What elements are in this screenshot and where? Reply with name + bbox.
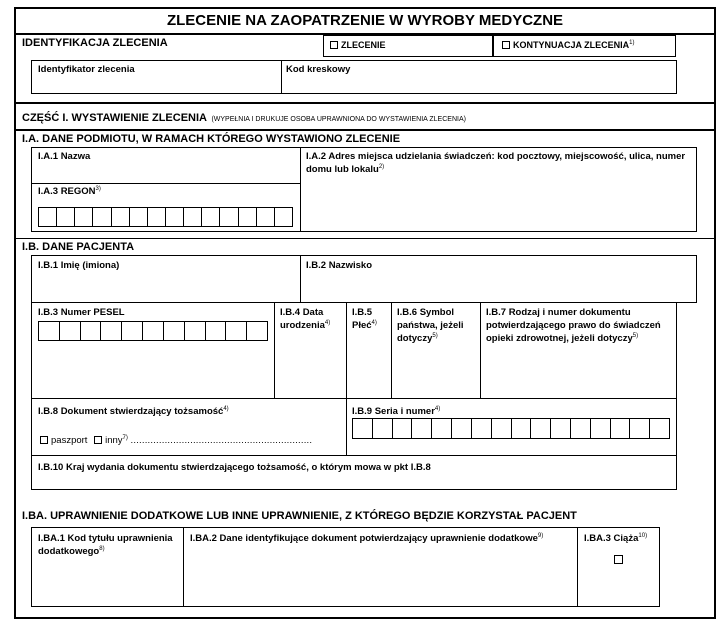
part1-heading-row — [22, 108, 466, 126]
passport-checkbox[interactable] — [40, 436, 48, 444]
continuation-footnote: 1) — [629, 40, 635, 46]
pregnancy-footnote: 10) — [638, 532, 648, 539]
identity-document-label-wrap — [38, 405, 229, 418]
order-option[interactable] — [330, 40, 386, 50]
pesel-cells[interactable] — [38, 321, 268, 341]
identity-document-footnote: 4) — [223, 405, 229, 412]
part1-bottom-line — [16, 129, 714, 131]
pregnancy-label-wrap — [584, 532, 647, 545]
pregnancy-checkbox[interactable] — [614, 555, 623, 564]
series-number-cells[interactable] — [352, 418, 670, 439]
order-id-label: Identyfikator zlecenia — [38, 64, 135, 75]
other-dotted-line[interactable]: ................................................................ — [130, 435, 313, 446]
order-checkbox[interactable] — [330, 41, 338, 49]
identity-document-options — [40, 435, 312, 446]
sex-footnote: 4) — [371, 319, 377, 326]
section-b-heading: I.B. DANE PACJENTA — [22, 241, 135, 253]
first-name-label: I.B.1 Imię (imiona) — [38, 260, 120, 271]
entitlement-code-label-wrap — [38, 532, 180, 558]
sex-label-wrap — [352, 306, 386, 332]
section-b-top-line — [16, 238, 714, 239]
series-number-label-wrap — [352, 405, 440, 418]
form-title: ZLECENIE NA ZAOPATRZENIE W WYROBY MEDYCZNE — [166, 12, 564, 29]
entity-address-footnote: 2) — [378, 163, 385, 170]
last-name-label: I.B.2 Nazwisko — [306, 260, 372, 271]
document-type-footnote: 5) — [632, 332, 639, 339]
other-checkbox[interactable] — [94, 436, 102, 444]
entity-address-label: I.A.2 Adres miejsca udzielania świadczeń: kod pocztowy, miejscowość, ulica, numer domu lub lokalu — [306, 151, 686, 175]
entitlement-data-footnote: 9) — [537, 532, 544, 539]
other-label: inny — [105, 435, 123, 446]
series-number-footnote: 4) — [434, 405, 441, 412]
part1-note: (WYPEŁNIA I DRUKUJE OSOBA UPRAWNIONA DO WYSTAWIENIA ZLECENIA) — [211, 116, 466, 123]
document-type-label-wrap — [486, 306, 676, 345]
series-number-label: I.B.9 Seria i numer — [352, 406, 435, 417]
birth-date-footnote: 4) — [324, 319, 331, 326]
passport-label: paszport — [51, 435, 88, 446]
part1-heading: CZĘŚĆ I. WYSTAWIENIE ZLECENIA — [22, 112, 207, 124]
document-type-label: I.B.7 Rodzaj i numer dokumentu potwierdzającego prawo do świadczeń opieki zdrowotnej, jeżeli dotyczy — [486, 307, 661, 344]
regon-footnote: 3) — [95, 185, 101, 192]
identity-document-label: I.B.8 Dokument stwierdzający tożsamość — [38, 406, 224, 417]
entity-address-label-wrap — [306, 150, 691, 176]
section-ba-heading: I.BA. UPRAWNIENIE DODATKOWE LUB INNE UPRAWNIENIE, Z KTÓREGO BĘDZIE KORZYSTAŁ PACJENT — [22, 510, 577, 522]
state-symbol-label: I.B.6 Symbol państwa, jeżeli dotyczy — [397, 307, 464, 344]
regon-label-wrap — [38, 185, 101, 198]
continuation-option[interactable] — [502, 40, 635, 50]
entitlement-data-label: I.BA.2 Dane identyfikujące dokument potwierdzający uprawnienie dodatkowe — [190, 533, 538, 544]
continuation-label: KONTYNUACJA ZLECENIA — [513, 40, 630, 50]
section-a-heading: I.A. DANE PODMIOTU, W RAMACH KTÓREGO WYSTAWIONO ZLECENIE — [22, 133, 401, 145]
order-label: ZLECENIE — [341, 40, 386, 50]
entitlement-code-label: I.BA.1 Kod tytułu uprawnienia dodatkowego — [38, 533, 173, 557]
issuing-country-label: I.B.10 Kraj wydania dokumentu stwierdzającego tożsamość, o którym mowa w pkt I.B.8 — [38, 462, 431, 473]
birth-date-label-wrap — [280, 306, 346, 332]
state-symbol-label-wrap — [397, 306, 479, 345]
birth-date-label: I.B.4 Data urodzenia — [280, 307, 325, 331]
pregnancy-label: I.BA.3 Ciąża — [584, 533, 639, 544]
identification-heading: IDENTYFIKACJA ZLECENIA — [22, 37, 168, 49]
pesel-label: I.B.3 Numer PESEL — [38, 307, 125, 318]
regon-cells[interactable] — [38, 207, 293, 227]
state-symbol-footnote: 5) — [432, 332, 438, 339]
entity-name-label: I.A.1 Nazwa — [38, 151, 91, 162]
sex-label: I.B.5 Płeć — [352, 307, 373, 331]
entitlement-code-footnote: 8) — [99, 545, 105, 552]
continuation-checkbox[interactable] — [502, 41, 510, 49]
entitlement-data-label-wrap — [190, 532, 575, 545]
regon-label: I.A.3 REGON — [38, 186, 96, 197]
part1-top-line — [16, 102, 714, 104]
barcode-label: Kod kreskowy — [286, 64, 351, 75]
other-footnote: 7) — [122, 434, 128, 441]
